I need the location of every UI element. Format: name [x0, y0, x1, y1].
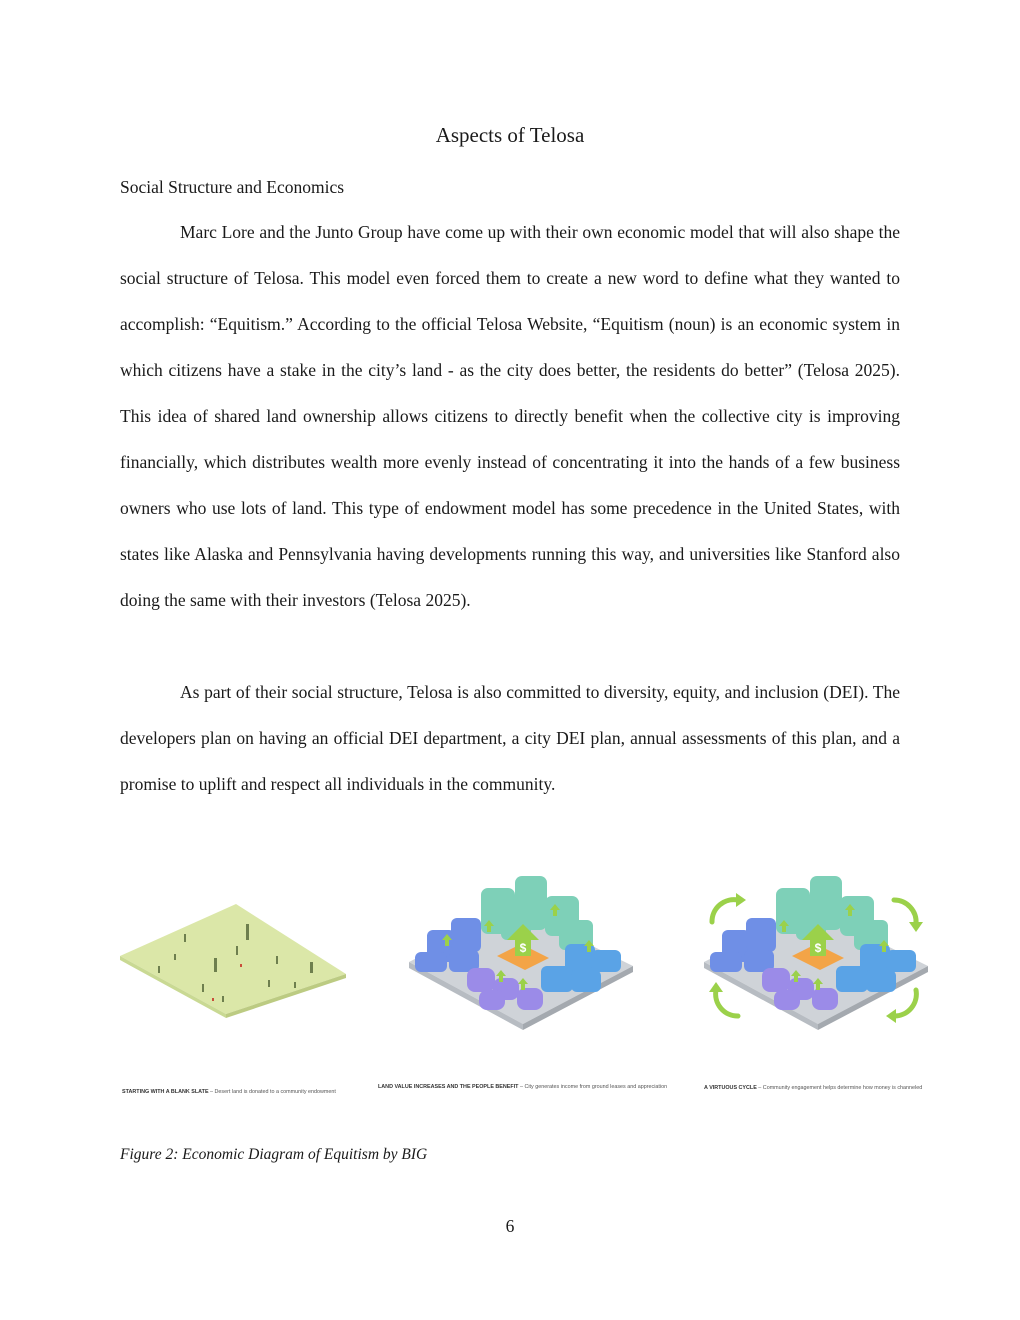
figure-panel-virtuous-cycle	[698, 870, 930, 1040]
panel-caption: STARTING WITH A BLANK SLATE – Desert land is donated to a community endowment	[122, 1089, 336, 1095]
panel-caption: A VIRTUOUS CYCLE – Community engagement helps determine how money is channeled	[704, 1085, 923, 1091]
body-paragraph: Marc Lore and the Junto Group have come up with their own economic model that will also shape the social structure of Telosa. This model even forced them to create a new word to define what they wanted to accomplish: “Equitism.” According to the official Telosa Website, “Equitism (noun) is an economic system in which citizens have a stake in the city’s land - as the city does better, the residents do better” (Telosa 2025). This idea of shared land ownership allows citizens to directly benefit when the collective city is improving financially, which distributes wealth more evenly instead of concentrating it into the hands of a few business owners who use lots of land. This type of endowment model has some precedence in the United States, with states like Alaska and Pennsylvania having developments running this way, and universities like Stanford also doing the same with their investors (Telosa 2025).	[120, 222, 900, 610]
city-blocks-illustration	[405, 870, 635, 1040]
section-heading: Social Structure and Economics	[120, 177, 345, 197]
figure-panel-land-value	[405, 870, 635, 1040]
virtuous-cycle-illustration	[698, 870, 930, 1040]
figure-caption: Figure 2: Economic Diagram of Equitism by BIG	[120, 1146, 428, 1163]
panel-caption: LAND VALUE INCREASES AND THE PEOPLE BENEFIT – City generates income from ground leases and appreciation	[378, 1084, 668, 1090]
page-number: 6	[505, 1216, 515, 1236]
svg-text:$: $	[519, 941, 527, 955]
body-paragraph: As part of their social structure, Telosa is also committed to diversity, equity, and inclusion (DEI). The developers plan on having an official DEI department, a city DEI plan, annual assessments of this plan, and a promise to uplift and respect all individuals in the community.	[120, 682, 900, 794]
svg-text:$: $	[814, 941, 822, 955]
desert-land-illustration	[118, 870, 348, 1020]
page-title: Aspects of Telosa	[435, 123, 585, 147]
figure-panel-blank-slate	[118, 870, 348, 1020]
